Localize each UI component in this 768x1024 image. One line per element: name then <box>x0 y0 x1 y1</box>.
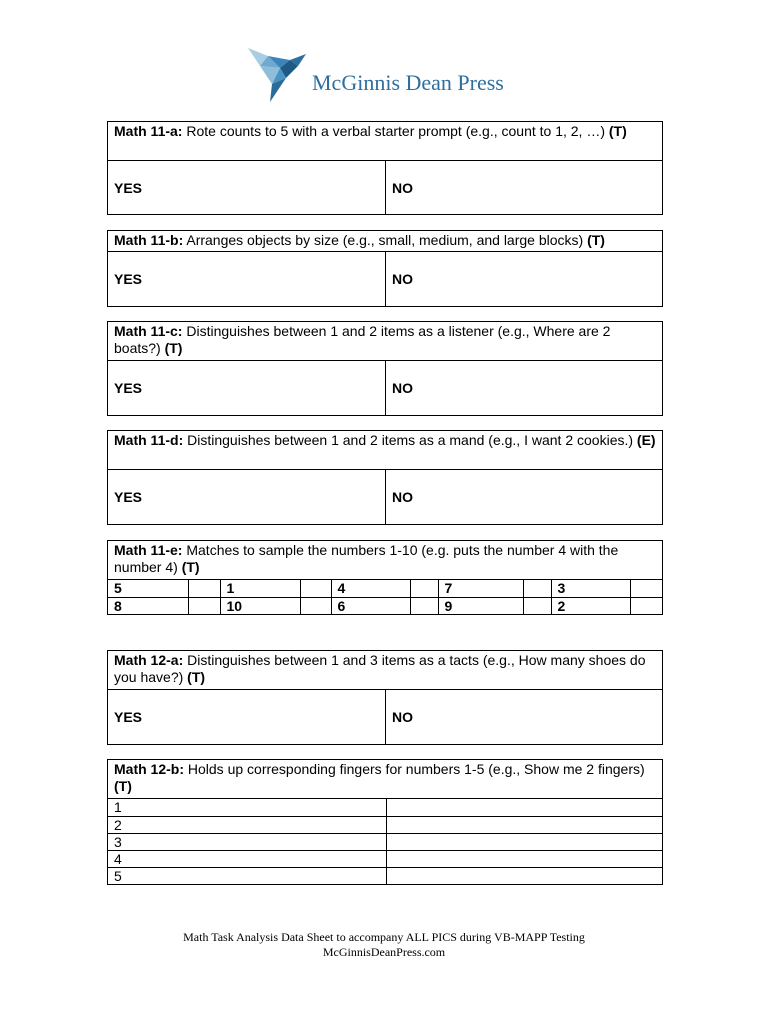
number-cell: 8 <box>108 597 188 614</box>
publisher-logo <box>246 44 536 106</box>
yes-cell[interactable]: YES <box>108 361 386 415</box>
question-text: Math 12-b: Holds up corresponding fingers for numbers 1-5 (e.g., Show me 2 fingers) (T) <box>108 760 662 799</box>
finger-count-table <box>108 799 662 884</box>
answer-cell[interactable] <box>410 597 438 614</box>
table-row <box>108 816 662 833</box>
number-cell: 4 <box>108 850 386 867</box>
question-text: Math 11-c: Distinguishes between 1 and 2 items as a listener (e.g., Where are 2 boats?) (T) <box>108 322 662 361</box>
question-math-11a <box>107 121 663 215</box>
answer-cell[interactable] <box>630 597 662 614</box>
question-text: Math 11-d: Distinguishes between 1 and 2 items as a mand (e.g., I want 2 cookies.) (E) <box>108 431 662 470</box>
number-match-table <box>108 580 662 614</box>
number-cell: 1 <box>108 799 386 816</box>
number-cell: 1 <box>220 580 300 597</box>
answer-cell[interactable] <box>523 580 551 597</box>
yes-cell[interactable]: YES <box>108 252 386 306</box>
footer-caption: Math Task Analysis Data Sheet to accompany ALL PICS during VB-MAPP Testing <box>183 930 585 944</box>
no-cell[interactable]: NO <box>392 489 413 505</box>
number-cell: 7 <box>438 580 523 597</box>
question-text: Math 11-b: Arranges objects by size (e.g., small, medium, and large blocks) (T) <box>108 231 662 252</box>
question-text: Math 11-a: Rote counts to 5 with a verbal starter prompt (e.g., count to 1, 2, …) (T) <box>108 122 662 161</box>
yes-cell[interactable]: YES <box>108 470 386 524</box>
number-cell: 6 <box>331 597 410 614</box>
number-cell: 3 <box>551 580 630 597</box>
answer-cell[interactable] <box>386 850 662 867</box>
number-cell: 2 <box>108 816 386 833</box>
table-row <box>108 867 662 884</box>
number-cell: 5 <box>108 867 386 884</box>
yes-cell[interactable]: YES <box>108 161 386 214</box>
origami-bird-icon <box>246 44 308 104</box>
table-row <box>108 597 662 614</box>
table-row <box>108 850 662 867</box>
answer-cell[interactable] <box>523 597 551 614</box>
question-math-11e <box>107 540 663 615</box>
question-math-11d <box>107 430 663 525</box>
answer-cell[interactable] <box>410 580 438 597</box>
question-text: Math 12-a: Distinguishes between 1 and 3 items as a tacts (e.g., How many shoes do you have?) (T) <box>108 651 662 690</box>
answer-cell[interactable] <box>630 580 662 597</box>
no-cell[interactable]: NO <box>392 271 413 287</box>
number-cell: 2 <box>551 597 630 614</box>
answer-cell[interactable] <box>386 799 662 816</box>
yes-cell[interactable]: YES <box>108 690 386 744</box>
answer-cell[interactable] <box>300 580 331 597</box>
question-text: Math 11-e: Matches to sample the numbers 1-10 (e.g. puts the number 4 with the number 4) (T) <box>108 541 662 580</box>
page-footer <box>0 930 768 960</box>
number-cell: 10 <box>220 597 300 614</box>
answer-cell[interactable] <box>188 597 220 614</box>
table-row <box>108 580 662 597</box>
answer-cell[interactable] <box>386 816 662 833</box>
table-row <box>108 833 662 850</box>
table-row <box>108 799 662 816</box>
number-cell: 4 <box>331 580 410 597</box>
number-cell: 3 <box>108 833 386 850</box>
no-cell[interactable]: NO <box>392 179 413 196</box>
question-math-12b <box>107 759 663 885</box>
answer-cell[interactable] <box>188 580 220 597</box>
answer-cell[interactable] <box>386 867 662 884</box>
question-math-11b <box>107 230 663 307</box>
number-cell: 9 <box>438 597 523 614</box>
answer-cell[interactable] <box>300 597 331 614</box>
footer-website: McGinnisDeanPress.com <box>322 945 446 959</box>
question-math-11c <box>107 321 663 416</box>
brand-name: McGinnis Dean Press <box>312 70 504 95</box>
number-cell: 5 <box>108 580 188 597</box>
no-cell[interactable]: NO <box>392 380 413 396</box>
no-cell[interactable]: NO <box>392 709 413 725</box>
answer-cell[interactable] <box>386 833 662 850</box>
question-math-12a <box>107 650 663 745</box>
